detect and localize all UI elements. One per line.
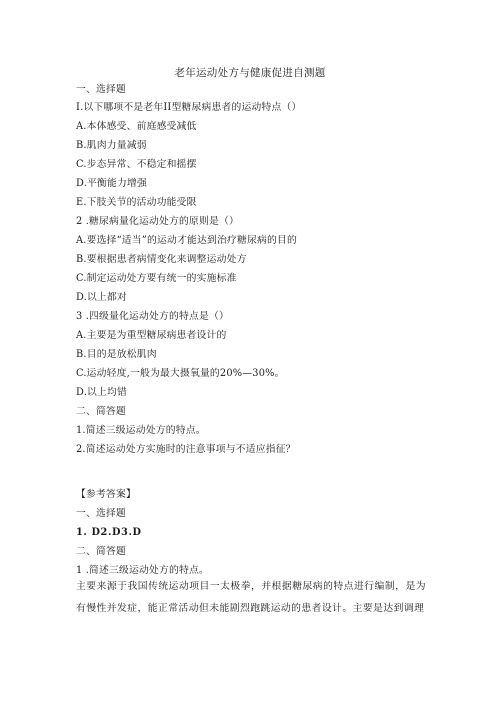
q2-option-d: D.以上都对 bbox=[76, 292, 128, 303]
section-heading-choice: 一、选择题 bbox=[76, 84, 126, 95]
section-heading-short: 二、简答题 bbox=[76, 406, 126, 417]
answers-choice-key: 1. D2.D3.D bbox=[76, 527, 142, 538]
short-question-1: 1.简述三级运动处方的特点。 bbox=[76, 425, 206, 436]
answers-section-choice: 一、选择题 bbox=[76, 508, 126, 519]
q1-option-c: C.步态异常、不稳定和摇摆 bbox=[76, 159, 197, 170]
question-3: 3 .四级量化运动处方的特点是（） bbox=[76, 311, 230, 322]
q3-option-d: D.以上均错 bbox=[76, 387, 128, 398]
q3-option-b: B.目的是放松肌肉 bbox=[76, 349, 157, 360]
answers-heading: 【参考答案】 bbox=[76, 489, 136, 500]
q1-option-d: D.平衡能力增强 bbox=[76, 178, 148, 189]
answers-paragraph: 主要来源于我国传统运动项目一太极拳，并根据糖尿病的特点进行编制，是为有慢性并发症，能正常活动但未能剧烈跑跳运动的患者设计。主要是达到调理 bbox=[76, 581, 426, 614]
q1-option-b: B.肌肉力量减弱 bbox=[76, 140, 147, 151]
answers-section-short: 二、简答题 bbox=[76, 546, 126, 557]
q3-option-c: C.运动轻度,一般为最大摄氧量的20%—30%。 bbox=[76, 368, 285, 379]
q2-option-a: A.要选择“适当”的运动才能达到治疗糖尿病的目的 bbox=[76, 235, 297, 246]
short-question-2: 2.简述运动处方实施时的注意事项与不适应指征？ bbox=[76, 444, 296, 455]
q2-option-c: C.制定运动处方要有统一的实施标准 bbox=[76, 273, 237, 284]
q1-option-a: A.本体感受、前庭感受减低 bbox=[76, 121, 197, 132]
question-1: I.以下哪项不是老年II型糖尿病患者的运动特点（） bbox=[76, 102, 302, 113]
page-title: 老年运动处方与健康促进自测题 bbox=[174, 67, 326, 79]
answers-item-1: 1 .简述三级运动处方的特点。 bbox=[76, 565, 210, 576]
q2-option-b: B.要根据患者病情变化来调整运动处方 bbox=[76, 254, 247, 265]
q3-option-a: A.主要是为重型糖尿病患者设计的 bbox=[76, 330, 227, 341]
q1-option-e: E.下肢关节的活动功能受限 bbox=[76, 197, 197, 208]
question-2: 2 .糖尿病量化运动处方的原则是（） bbox=[76, 216, 240, 227]
